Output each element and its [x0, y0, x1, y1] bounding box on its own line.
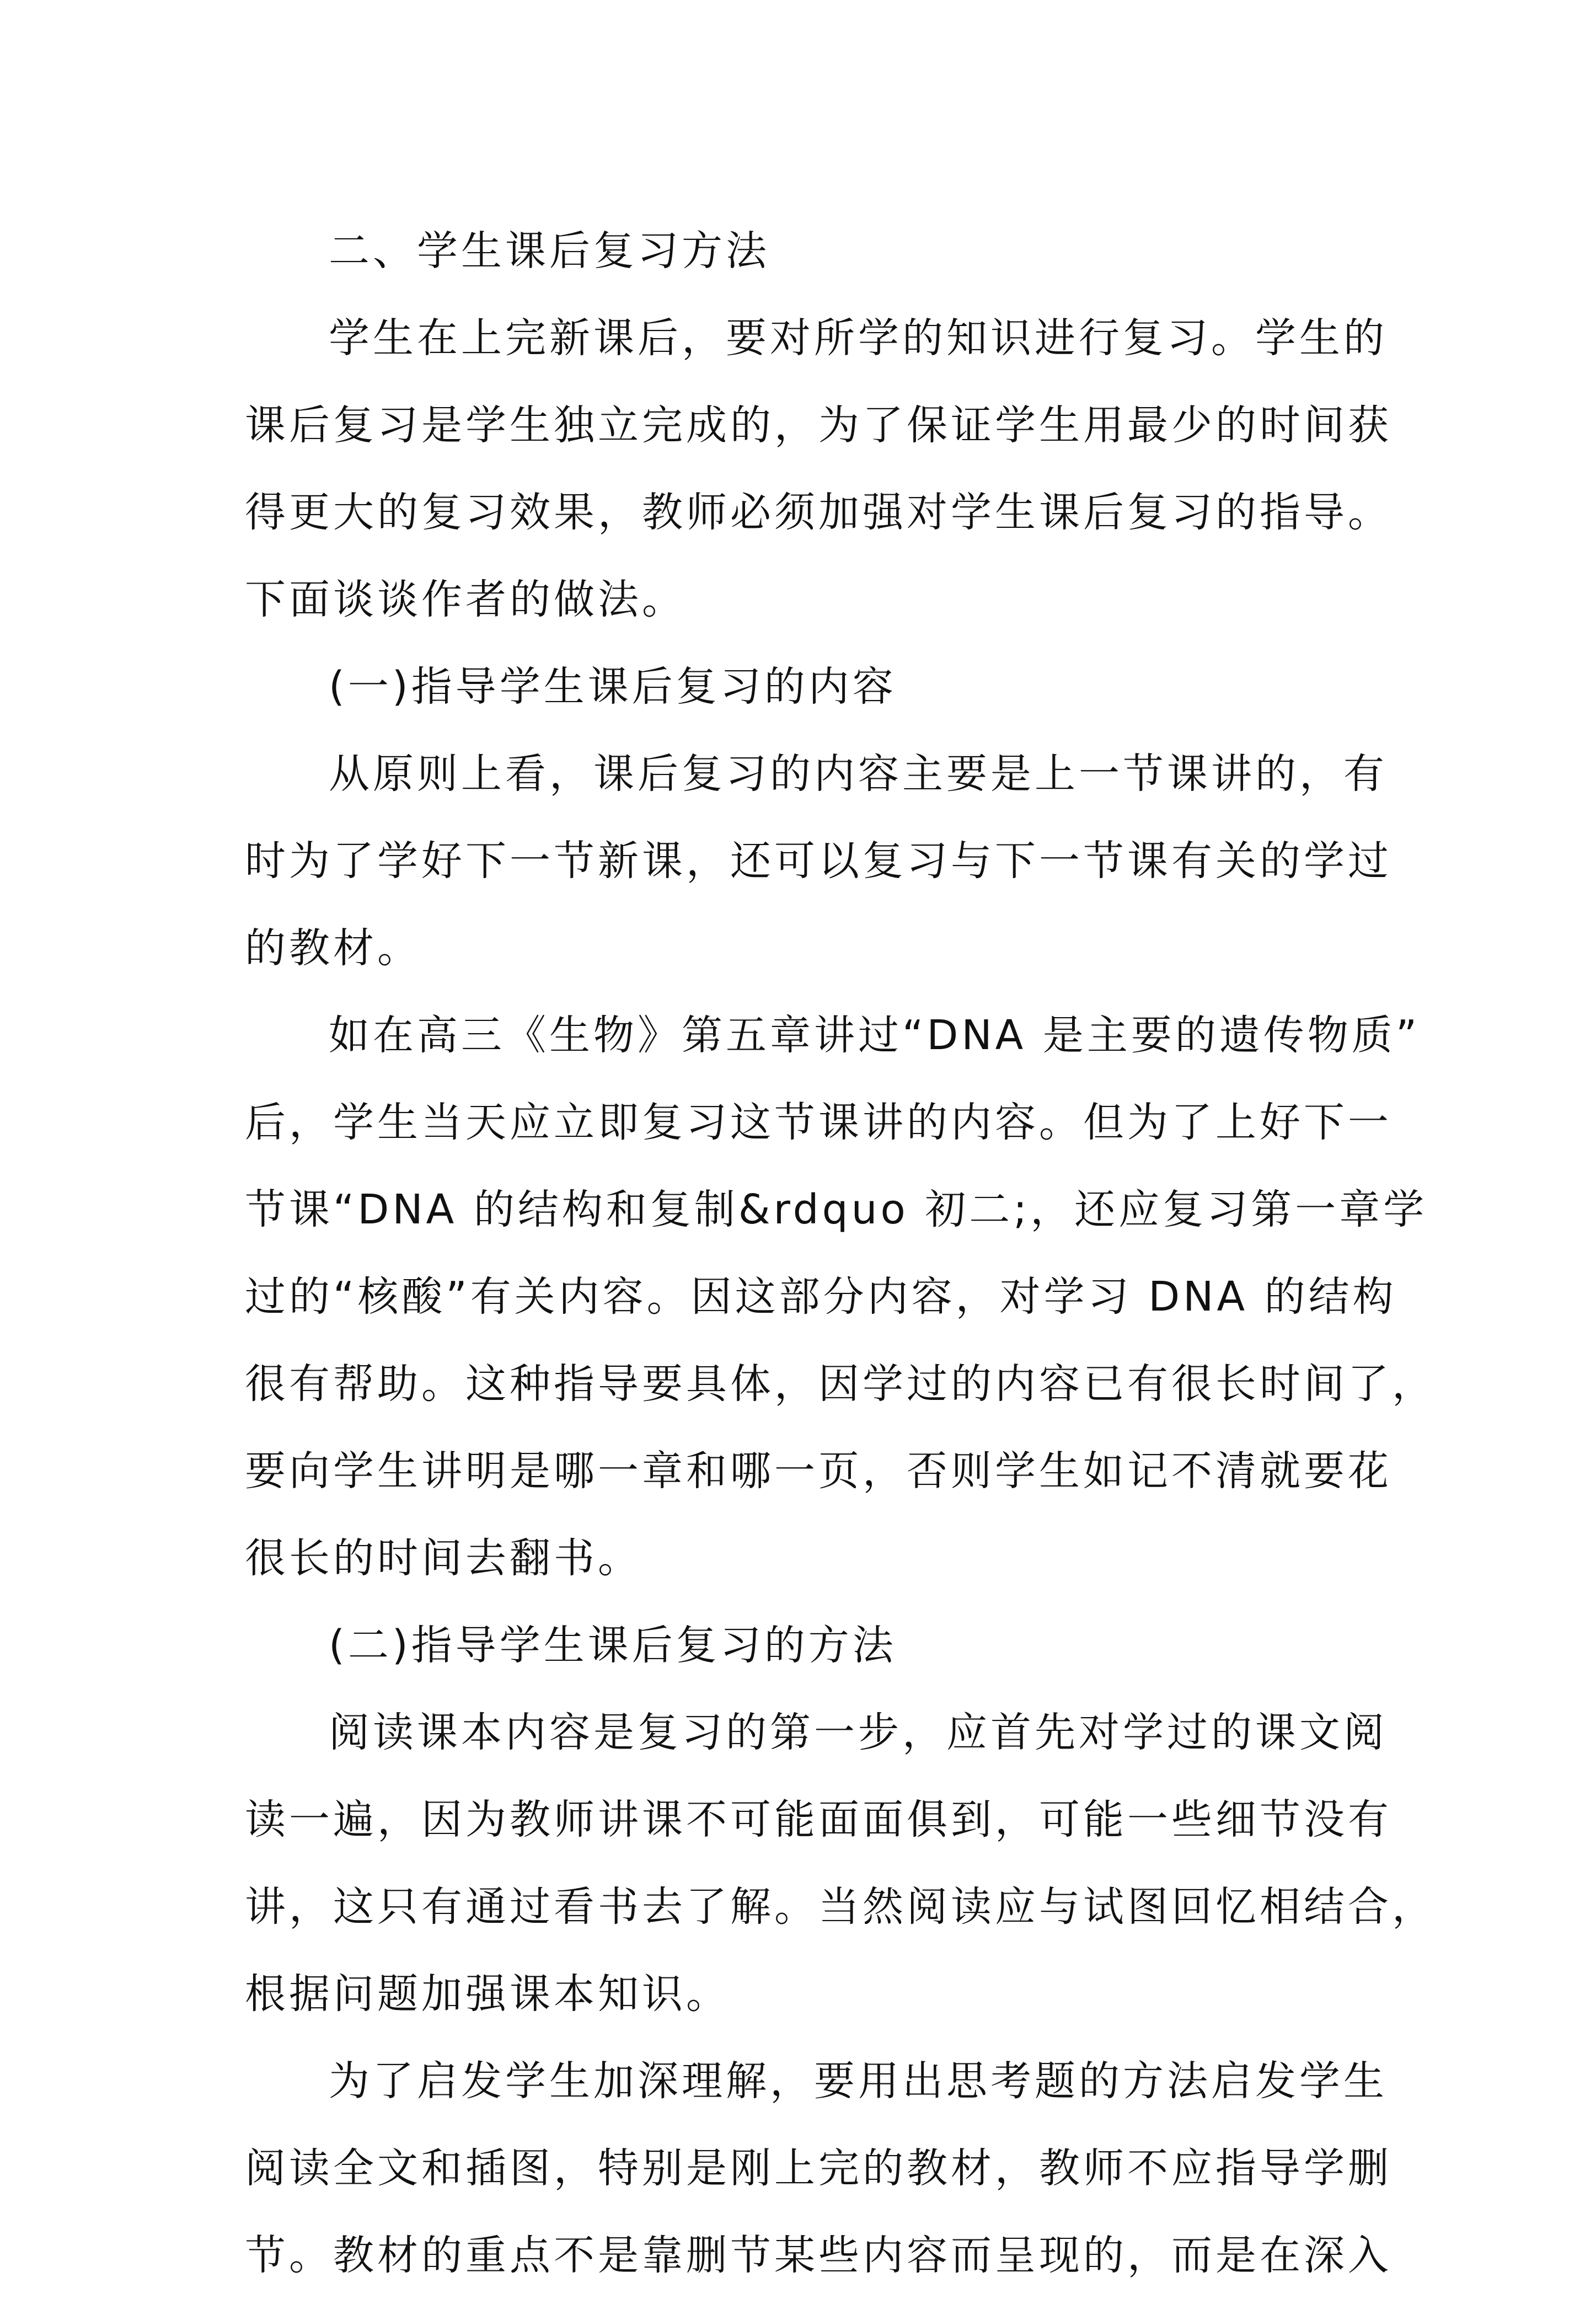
paragraph-line: 阅读全文和插图，特别是刚上完的教材，教师不应指导学删 [245, 2145, 1392, 2192]
paragraph-line: 阅读课本内容是复习的第一步，应首先对学过的课文阅 [329, 1709, 1388, 1756]
paragraph-line: 如在高三《生物》第五章讲过“DNA 是主要的遗传物质” [329, 1012, 1421, 1059]
paragraph-line: 学生在上完新课后，要对所学的知识进行复习。学生的 [329, 314, 1388, 362]
paragraph-line: 讲，这只有通过看书去了解。当然阅读应与试图回忆相结合， [245, 1883, 1436, 1931]
paragraph-line: 节课“DNA 的结构和复制&rdquo 初二;，还应复习第一章学 [245, 1186, 1428, 1233]
paragraph-line: 节。教材的重点不是靠删节某些内容而呈现的，而是在深入 [245, 2232, 1392, 2279]
paragraph-line: 下面谈谈作者的做法。 [245, 576, 686, 623]
paragraph-line: 过的“核酸”有关内容。因这部分内容，对学习 DNA 的结构 [245, 1273, 1397, 1320]
paragraph-line: 从原则上看，课后复习的内容主要是上一节课讲的，有 [329, 750, 1388, 798]
paragraph-line: 很有帮助。这种指导要具体，因学过的内容已有很长时间了， [245, 1360, 1436, 1408]
paragraph-line: 后，学生当天应立即复习这节课讲的内容。但为了上好下一 [245, 1099, 1392, 1146]
paragraph-line: 很长的时间去翻书。 [245, 1535, 642, 1582]
paragraph-line: 时为了学好下一节新课，还可以复习与下一节课有关的学过 [245, 837, 1392, 885]
paragraph-line: 课后复习是学生独立完成的，为了保证学生用最少的时间获 [245, 402, 1392, 449]
paragraph-line: 要向学生讲明是哪一章和哪一页，否则学生如记不清就要花 [245, 1447, 1392, 1495]
paragraph-line: 的教材。 [245, 924, 421, 972]
document-body [245, 207, 1436, 2299]
paragraph-line: 根据问题加强课本知识。 [245, 1970, 730, 2018]
section-heading: 二、学生课后复习方法 [329, 227, 770, 275]
paragraph-line: 得更大的复习效果，教师必须加强对学生课后复习的指导。 [245, 489, 1392, 536]
subsection-heading: (二)指导学生课后复习的方法 [329, 1622, 897, 1669]
subsection-heading: (一)指导学生课后复习的内容 [329, 663, 897, 710]
paragraph-line: 为了启发学生加深理解，要用出思考题的方法启发学生 [329, 2057, 1388, 2105]
paragraph-line: 读一遍，因为教师讲课不可能面面俱到，可能一些细节没有 [245, 1796, 1392, 1843]
